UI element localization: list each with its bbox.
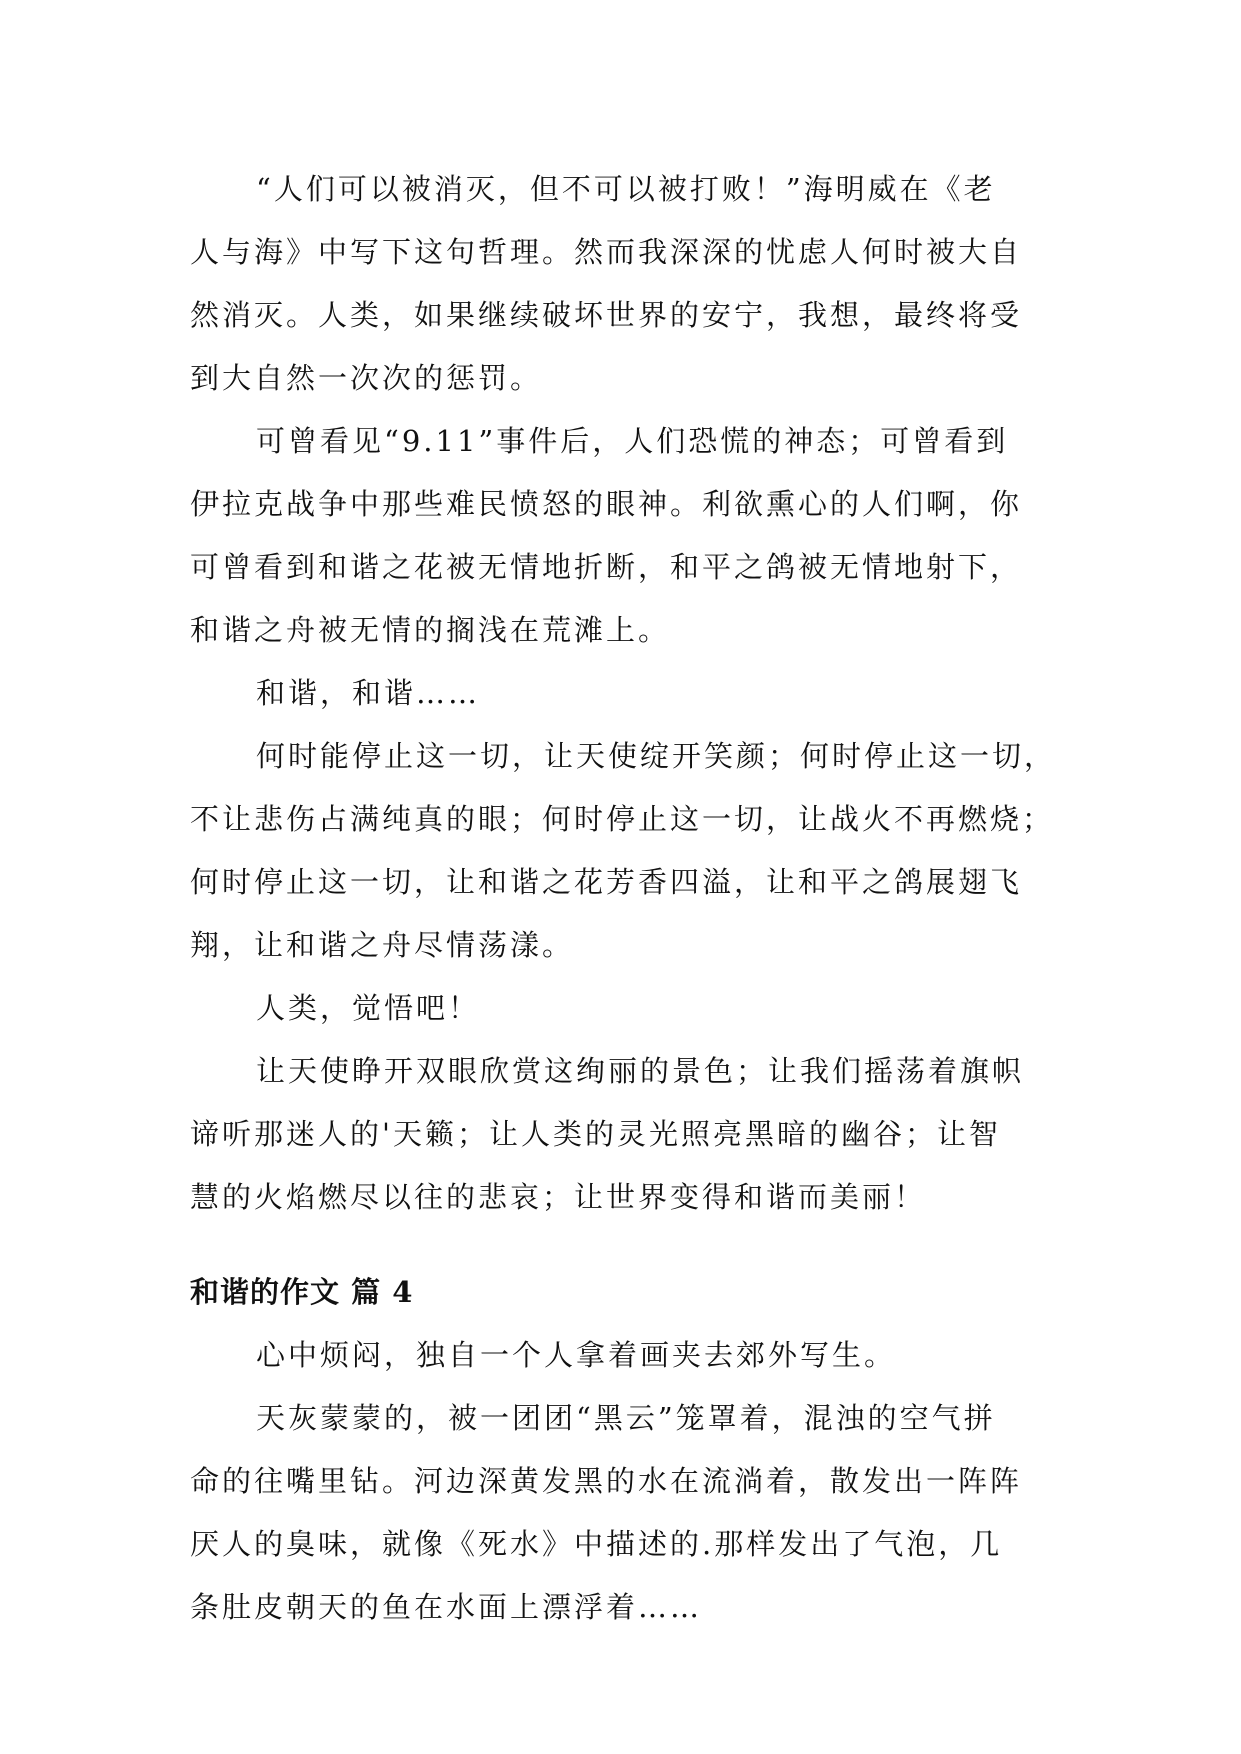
paragraph-line: 命的往嘴里钻。河边深黄发黑的水在流淌着，散发出一阵阵 (190, 1464, 1023, 1498)
paragraph-line: 条肚皮朝天的鱼在水面上漂浮着…… (190, 1590, 703, 1624)
paragraph-line: 和谐之舟被无情的搁浅在荒滩上。 (190, 613, 671, 647)
paragraph-sketching (190, 1324, 1060, 1387)
paragraph-line: 翔，让和谐之舟尽情荡漾。 (190, 928, 575, 962)
paragraph-line: 可曾看见“9.11”事件后，人们恐慌的神态；可曾看到 (256, 424, 1009, 458)
section-heading: 和谐的作文 篇 4 (190, 1275, 414, 1309)
paragraph-when-stop (190, 725, 1060, 977)
paragraph-line: 让天使睁开双眼欣赏这绚丽的景色；让我们摇荡着旗帜 (256, 1054, 1025, 1088)
paragraph-line: 慧的火焰燃尽以往的悲哀；让世界变得和谐而美丽！ (190, 1180, 927, 1214)
paragraph-line: 可曾看到和谐之花被无情地折断，和平之鸽被无情地射下， (190, 550, 1023, 584)
paragraph-line: 和谐，和谐…… (256, 676, 481, 710)
paragraph-line: 心中烦闷，独自一个人拿着画夹去郊外写生。 (256, 1338, 897, 1372)
paragraph-line: 人与海》中写下这句哲理。然而我深深的忧虑人何时被大自 (190, 235, 1023, 269)
document-body (190, 158, 1060, 1639)
paragraph-line: 到大自然一次次的惩罚。 (190, 361, 543, 395)
paragraph-line: 伊拉克战争中那些难民愤怒的眼神。利欲熏心的人们啊，你 (190, 487, 1023, 521)
paragraph-line: 何时停止这一切，让和谐之花芳香四溢，让和平之鸽展翅飞 (190, 865, 1023, 899)
paragraph-let-angels (190, 1040, 1060, 1229)
paragraph-line: 何时能停止这一切，让天使绽开笑颜；何时停止这一切， (256, 739, 1057, 773)
paragraph-awaken (190, 977, 1060, 1040)
paragraph-harmony-call (190, 662, 1060, 725)
paragraph-line: 人类，觉悟吧！ (256, 991, 481, 1025)
paragraph-line: 厌人的臭味，就像《死水》中描述的.那样发出了气泡，几 (190, 1527, 1003, 1561)
paragraph-line: 谛听那迷人的'天籁；让人类的灵光照亮黑暗的幽谷；让智 (190, 1117, 1001, 1151)
paragraph-polluted-river (190, 1387, 1060, 1639)
paragraph-war-scenes (190, 410, 1060, 662)
paragraph-quote-hemingway (190, 158, 1060, 410)
section-gap (190, 1229, 1060, 1261)
paragraph-line: 然消灭。人类，如果继续破坏世界的安宁，我想，最终将受 (190, 298, 1023, 332)
paragraph-line: “人们可以被消灭，但不可以被打败！”海明威在《老 (256, 172, 996, 206)
paragraph-line: 不让悲伤占满纯真的眼；何时停止这一切，让战火不再燃烧； (190, 802, 1055, 836)
paragraph-line: 天灰蒙蒙的，被一团团“黑云”笼罩着，混浊的空气拼 (256, 1401, 996, 1435)
